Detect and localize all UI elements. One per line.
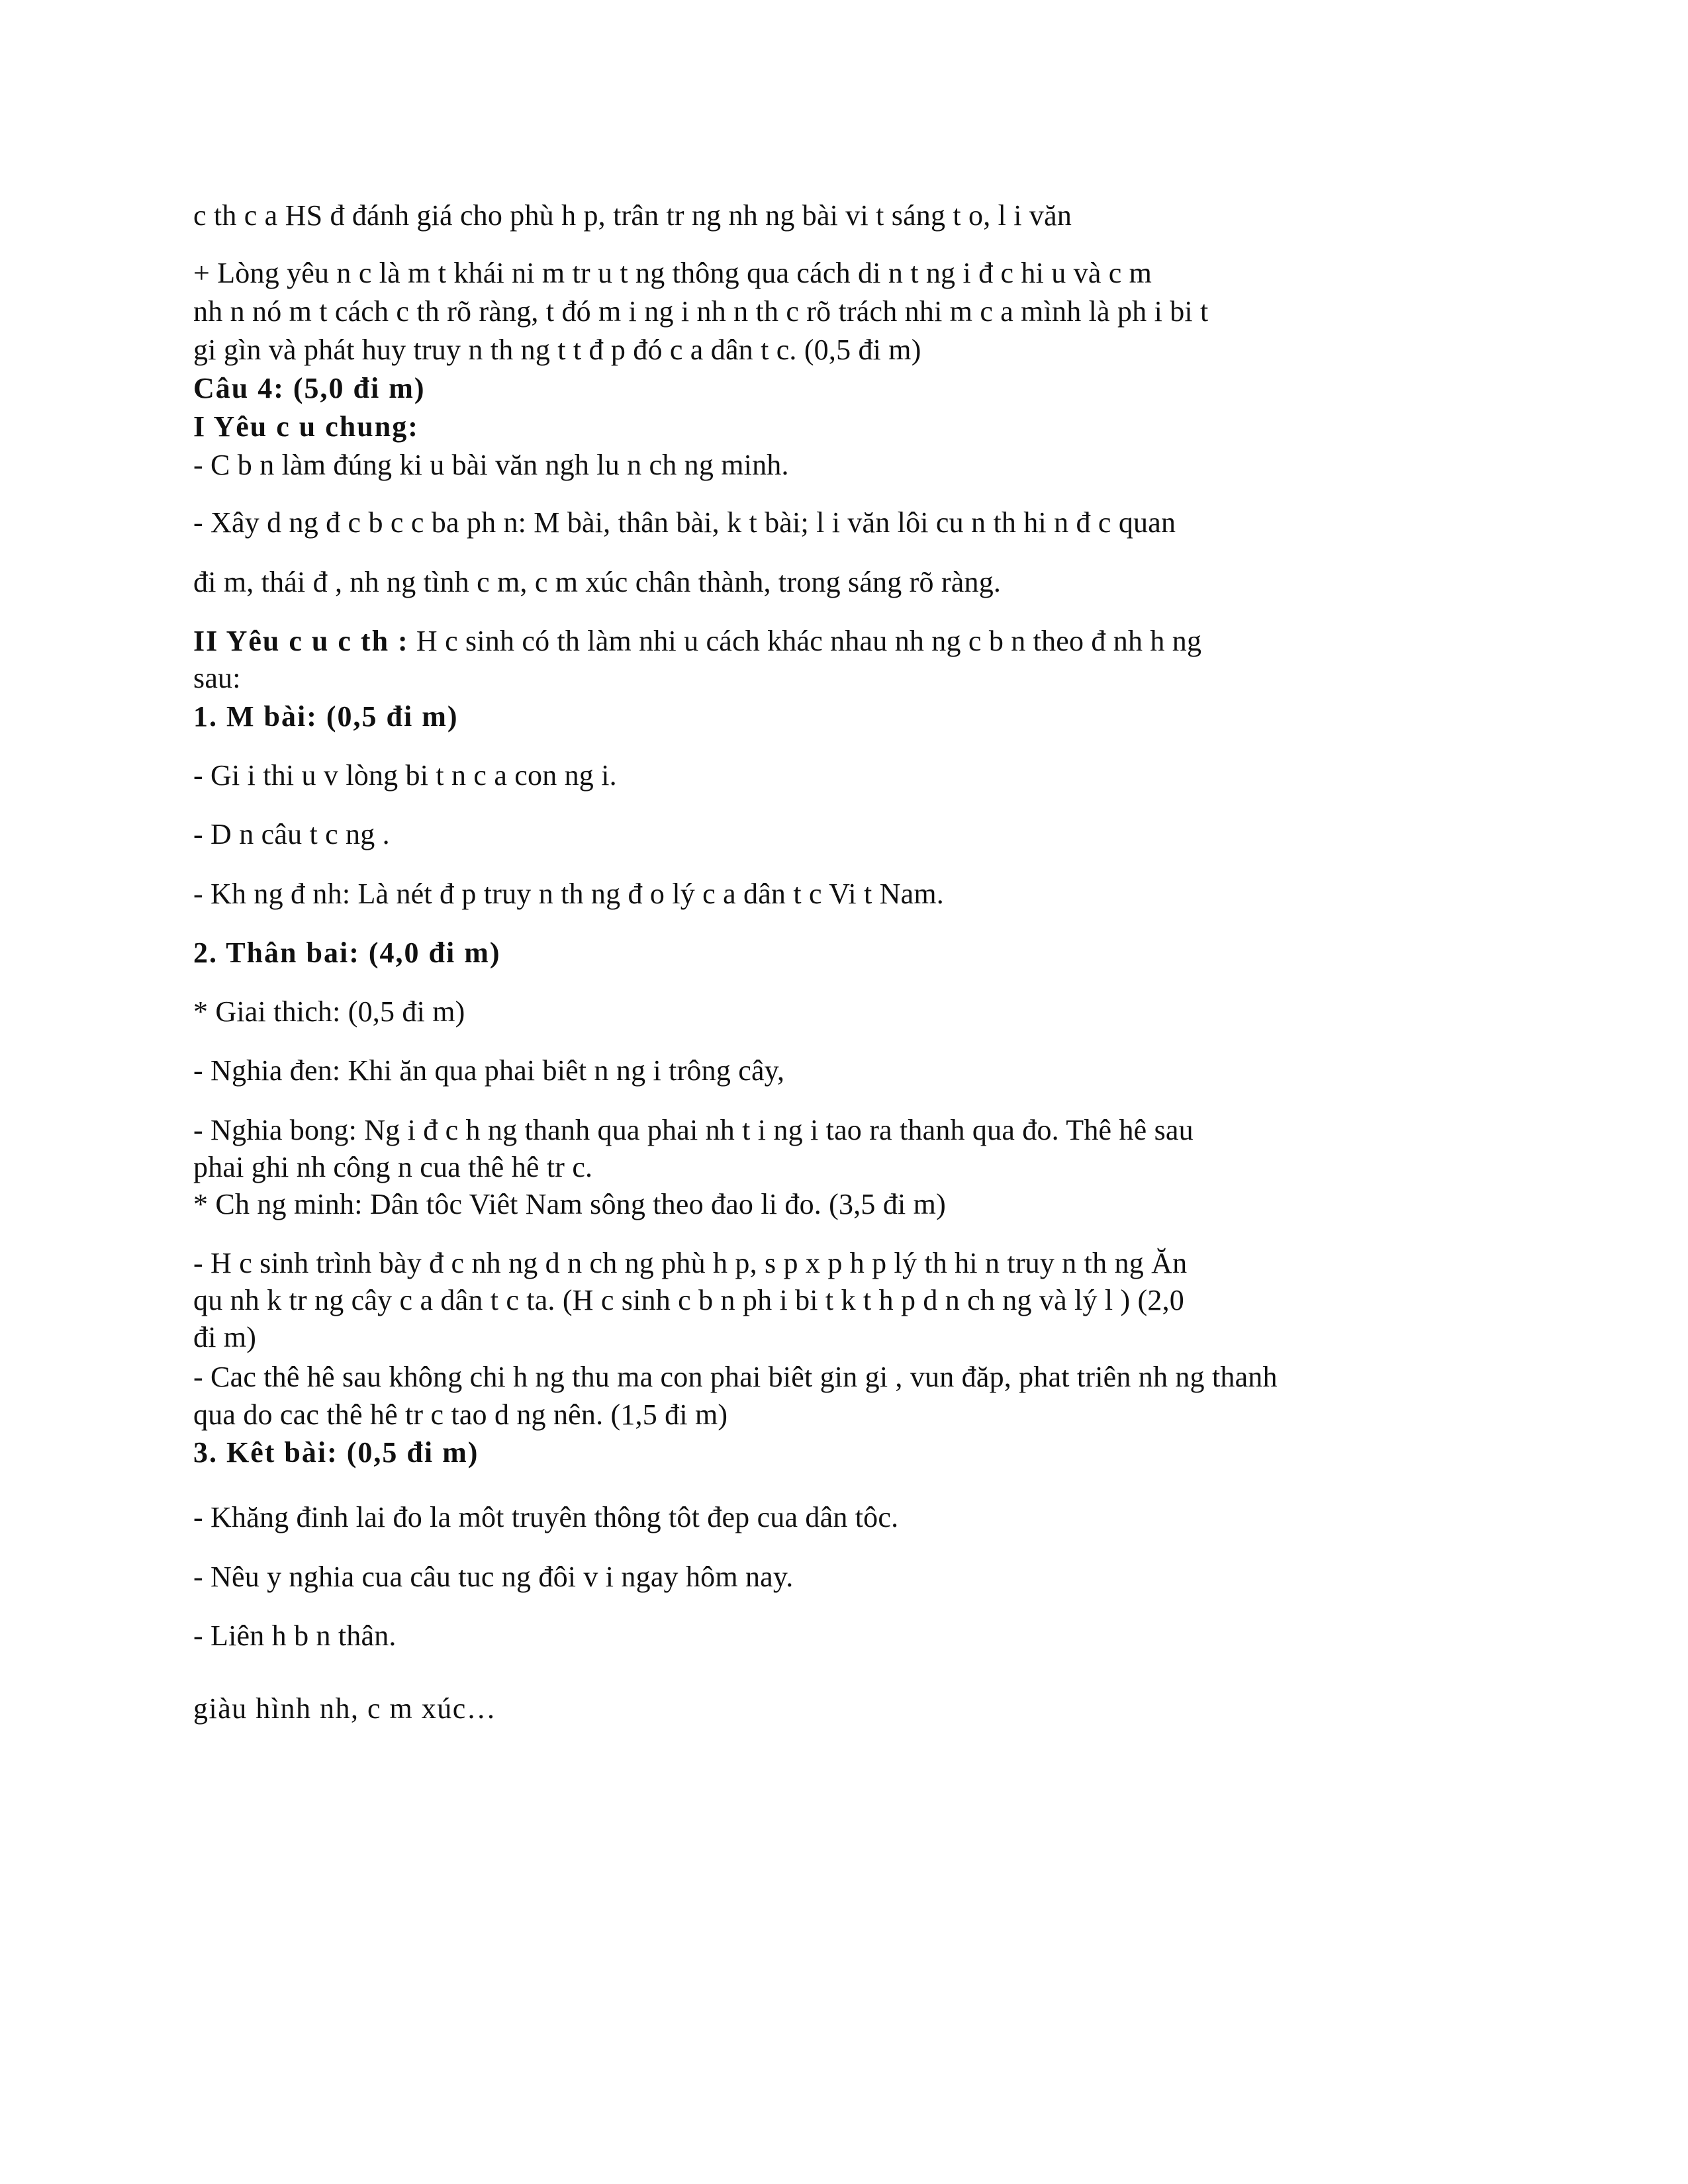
text-line-14: - D n câu t c ng . [193,818,390,850]
specific-requirements-line [193,623,1491,660]
text-line-2: + Lòng yêu n c là m t khái ni m tr u t ng thông qua cách di n t ng i đ c hi u và c m [193,257,1152,289]
specific-requirements-text: H c sinh có th làm nhi u cách khác nhau nh ng c b n theo đ nh h ng [408,625,1202,657]
text-line-20: phai ghi nh công n cua thê hê tr c. [193,1151,593,1183]
text-line-23: qu nh k tr ng cây c a dân t c ta. (H c sinh c b n ph i bi t k t h p d n ch ng và lý l ) (2,0 [193,1284,1184,1316]
text-line-3: nh n nó m t cách c th rõ ràng, t đó m i ng i nh n th c rõ trách nhi m c a mình là ph i bi t [193,295,1209,328]
text-line-28: - Khăng đinh lai đo la môt truyên thông tôt đep cua dân tôc. [193,1501,899,1533]
intro-heading: 1. M bài: (0,5 đi m) [193,700,459,733]
text-line-25: - Cac thê hê sau không chi h ng thu ma con phai biêt gin gi , vun đăp, phat triên nh ng thanh [193,1361,1278,1393]
text-line-11: sau: [193,662,241,694]
text-line-4: gi gìn và phát huy truy n th ng t t đ p đó c a dân t c. (0,5 đi m) [193,334,921,366]
text-line-17: * Giai thich: (0,5 đi m) [193,995,465,1028]
text-line-8: - Xây d ng đ c b c c ba ph n: M bài, thân bài, k t bài; l i văn lôi cu n th hi n đ c quan [193,506,1176,539]
text-line-30: - Liên h b n thân. [193,1619,397,1652]
text-line-15: - Kh ng đ nh: Là nét đ p truy n th ng đ o lý c a dân t c Vi t Nam. [193,878,944,910]
body-heading: 2. Thân bai: (4,0 đi m) [193,936,501,969]
text-line-24: đi m) [193,1321,257,1353]
text-line-1: c th c a HS đ đánh giá cho phù h p, trân tr ng nh ng bài vi t sáng t o, l i văn [193,199,1072,232]
specific-requirements-heading: II Yêu c u c th : [193,625,409,657]
text-line-13: - Gi i thi u v lòng bi t n c a con ng i. [193,759,617,792]
conclusion-heading: 3. Kêt bài: (0,5 đi m) [193,1436,479,1469]
text-line-29: - Nêu y nghia cua câu tuc ng đôi v i ngay hôm nay. [193,1561,794,1593]
text-line-21: * Ch ng minh: Dân tôc Viêt Nam sông theo đao li đo. (3,5 đi m) [193,1188,946,1220]
general-requirements-heading: I Yêu c u chung: [193,410,419,443]
text-line-9: đi m, thái đ , nh ng tình c m, c m xúc chân thành, trong sáng rõ ràng. [193,566,1002,598]
text-line-31: giàu hình nh, c m xúc… [193,1692,497,1725]
text-line-18: - Nghia đen: Khi ăn qua phai biêt n ng i trông cây, [193,1054,785,1087]
question-4-heading: Câu 4: (5,0 đi m) [193,372,426,404]
text-line-26: qua do cac thê hê tr c tao d ng nên. (1,5 đi m) [193,1398,728,1431]
text-line-22: - H c sinh trình bày đ c nh ng d n ch ng phù h p, s p x p h p lý th hi n truy n th ng Ăn [193,1247,1188,1279]
text-line-7: - C b n làm đúng ki u bài văn ngh lu n ch ng minh. [193,449,789,481]
text-line-19: - Nghia bong: Ng i đ c h ng thanh qua phai nh t i ng i tao ra thanh qua đo. Thê hê sau [193,1114,1194,1146]
